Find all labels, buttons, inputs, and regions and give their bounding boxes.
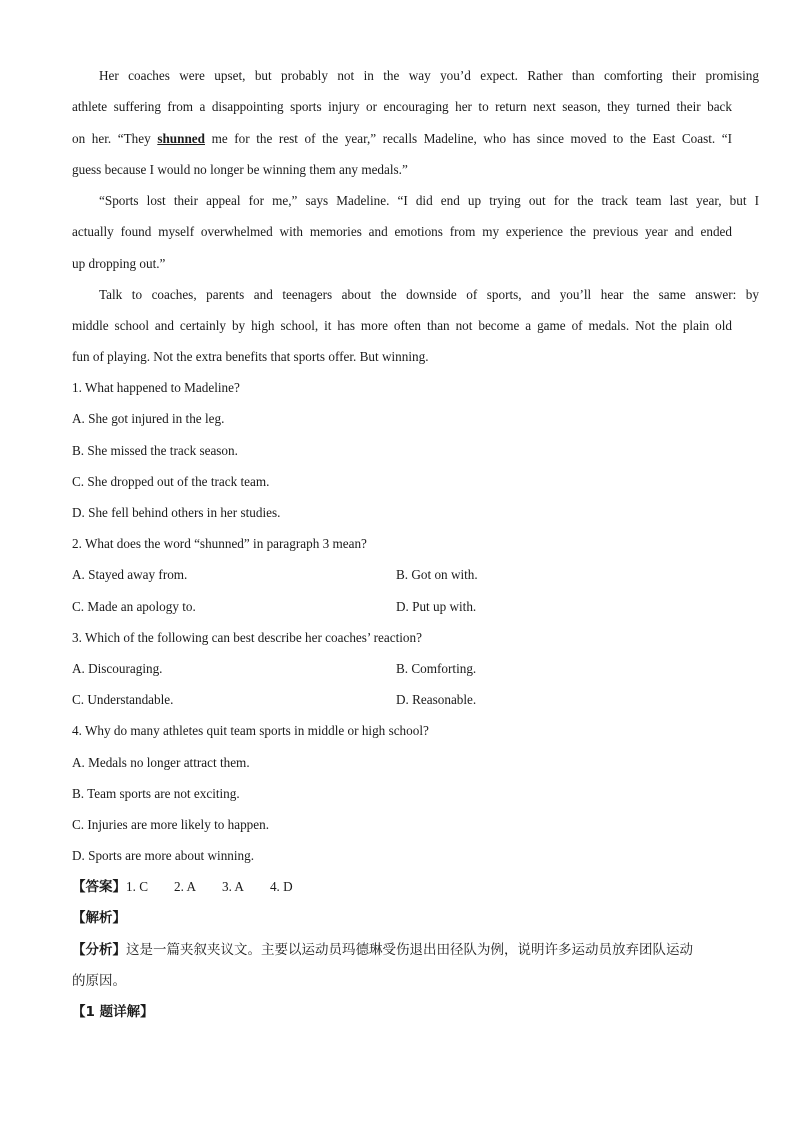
question-1-option-b: B. She missed the track season.: [72, 443, 238, 458]
question-3-stem: 3. Which of the following can best describe her coaches’ reaction?: [72, 630, 422, 645]
passage-p5-line1: Talk to coaches, parents and teenagers about the downside of sports, and you’ll hear the same answer: by: [99, 287, 759, 302]
question-4-option-b: B. Team sports are not exciting.: [72, 786, 240, 801]
passage-p3-line4: guess because I would no longer be winning them any medals.”: [72, 162, 408, 177]
passage-keyword-shunned: shunned: [157, 131, 205, 146]
analysis-summary-label: 【分析】: [72, 942, 126, 958]
question-3-option-c: C. Understandable.: [72, 692, 174, 707]
question-2-option-a: A. Stayed away from.: [72, 567, 188, 582]
passage-p5-line3: fun of playing. Not the extra benefits that sports offer. But winning.: [72, 349, 429, 364]
answer-item-4: 4. D: [269, 879, 293, 894]
question-4-option-d: D. Sports are more about winning.: [72, 848, 255, 863]
analysis-summary-line1: [72, 942, 732, 958]
passage-p4-line3: up dropping out.”: [72, 256, 166, 271]
passage-p3-line3: [72, 131, 732, 147]
question-2-row-1: [72, 567, 732, 583]
question-3-row-1: [72, 661, 732, 677]
question-1-option-c: C. She dropped out of the track team.: [72, 474, 270, 489]
analysis-detail-label: 【1 题详解】: [72, 1004, 154, 1020]
question-3-row-2: [72, 692, 732, 708]
question-4-option-a: A. Medals no longer attract them.: [72, 755, 250, 770]
answer-item-2: 2. A: [173, 879, 196, 894]
question-1-stem: 1. What happened to Madeline?: [72, 380, 240, 395]
question-1-option-d: D. She fell behind others in her studies.: [72, 505, 281, 520]
passage-p4-line1: “Sports lost their appeal for me,” says Madeline. “I did end up trying out for the track team last year, but I: [99, 193, 759, 208]
question-2-option-d: D. Put up with.: [396, 599, 477, 614]
passage-p5-line2: middle school and certainly by high school, it has more often than not become a game of medals. Not the plain old: [72, 318, 732, 333]
passage-p3-line3-post: me for the rest of the year,” recalls Madeline, who has since moved to the East Coast. “I: [204, 131, 733, 146]
passage-p3-line3-pre: on her. “They: [72, 131, 158, 146]
answer-label: 【答案】: [72, 879, 126, 895]
question-3-option-d: D. Reasonable.: [396, 692, 477, 707]
analysis-label: 【解析】: [72, 910, 126, 926]
question-1-option-a: A. She got injured in the leg.: [72, 411, 225, 426]
question-2-option-c: C. Made an apology to.: [72, 599, 196, 614]
question-3-option-a: A. Discouraging.: [72, 661, 163, 676]
answer-key: [72, 879, 732, 895]
passage-p4-line2: actually found myself overwhelmed with memories and emotions from my experience the previous year and ended: [72, 224, 732, 239]
question-2-option-b: B. Got on with.: [396, 567, 478, 582]
analysis-summary-text: 这是一篇夹叙夹议文。主要以运动员玛德琳受伤退出田径队为例，说明许多运动员放弃团队运动: [126, 942, 693, 958]
question-4-option-c: C. Injuries are more likely to happen.: [72, 817, 270, 832]
analysis-summary-line2: 的原因。: [72, 973, 126, 989]
answer-item-3: 3. A: [221, 879, 244, 894]
passage-p3-line2: athlete suffering from a disappointing sports injury or encouraging her to return next season, they turned their back: [72, 99, 732, 114]
question-2-stem: 2. What does the word “shunned” in paragraph 3 mean?: [72, 536, 367, 551]
question-3-option-b: B. Comforting.: [396, 661, 477, 676]
passage-p3-line1: Her coaches were upset, but probably not in the way you’d expect. Rather than comforting their promising: [99, 68, 759, 83]
question-4-stem: 4. Why do many athletes quit team sports in middle or high school?: [72, 723, 429, 738]
question-2-row-2: [72, 599, 732, 615]
answer-item-1: 1. C: [126, 879, 148, 894]
